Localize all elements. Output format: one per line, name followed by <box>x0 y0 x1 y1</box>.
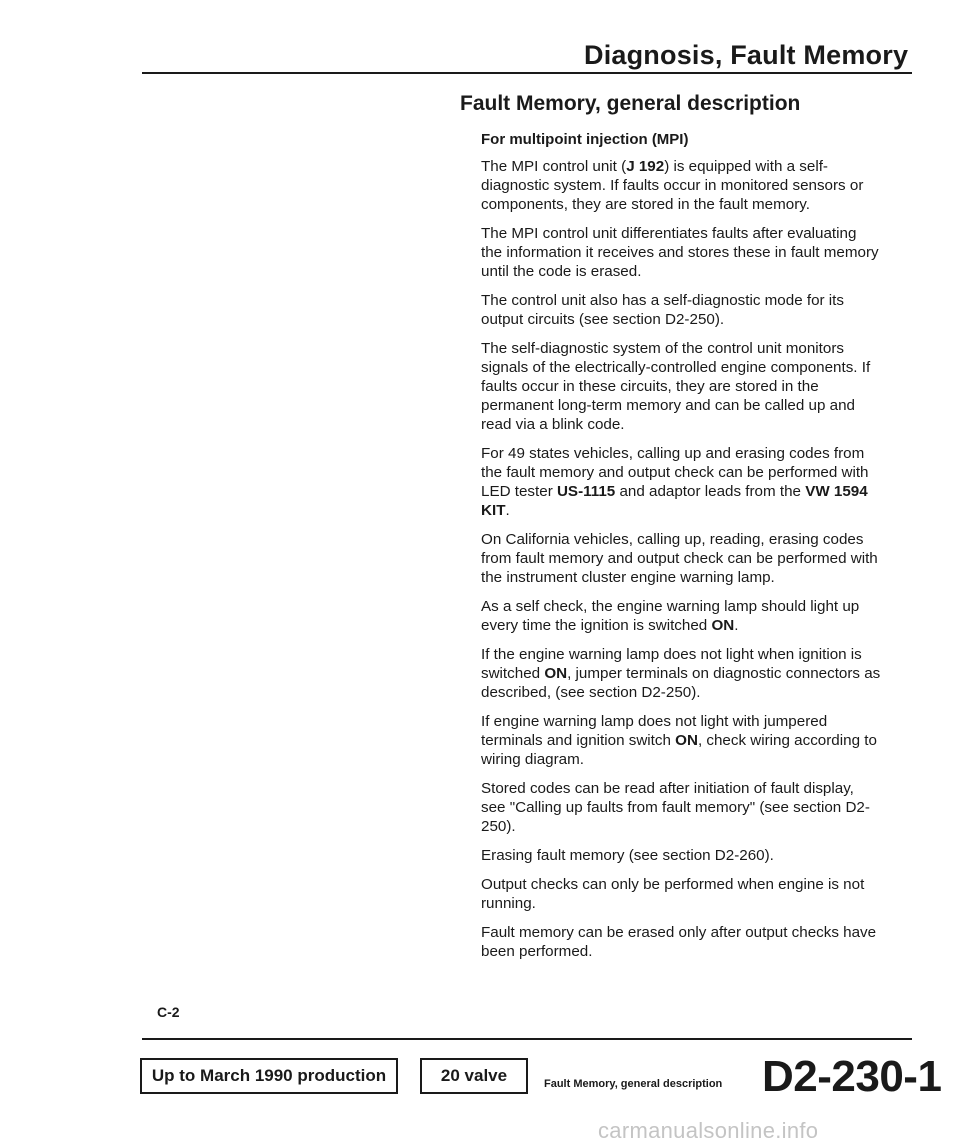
body-paragraph <box>481 224 881 281</box>
paragraph-text: If the engine warning lamp does not light when ignition is switched <box>481 646 862 682</box>
body-paragraph <box>481 444 881 520</box>
page-header-title: Diagnosis, Fault Memory <box>584 40 909 70</box>
paragraph-text: As a self check, the engine warning lamp should light up every time the ignition is switched <box>481 598 860 634</box>
bold-term: ON <box>675 732 698 749</box>
paragraph-text: , jumper terminals on diagnostic connectors as described, (see section D2-250). <box>481 665 881 701</box>
bold-term: US-1115 <box>556 483 616 500</box>
body-paragraph <box>481 645 881 702</box>
body-paragraph <box>481 157 881 214</box>
bold-term: ON <box>544 665 568 682</box>
body-text <box>481 157 881 971</box>
body-paragraph <box>481 875 881 913</box>
body-paragraph <box>481 846 881 865</box>
paragraph-text: and adaptor leads from the <box>615 483 806 500</box>
body-paragraph <box>481 779 881 836</box>
header-divider <box>142 72 912 74</box>
engine-variant-box: 20 valve <box>420 1058 528 1094</box>
paragraph-text: On California vehicles, calling up, reading, erasing codes from fault memory and output check can be performed with the instrument cluster engine warning lamp. <box>481 531 878 586</box>
body-paragraph <box>481 923 881 961</box>
bold-term: J 192 <box>626 158 665 175</box>
paragraph-text: . <box>505 502 510 519</box>
paragraph-text: Output checks can only be performed when engine is not running. <box>481 876 865 912</box>
document-number: D2-230-1 <box>762 1052 942 1101</box>
paragraph-text: The MPI control unit differentiates faults after evaluating the information it receives and stores these in fault memory until the code is erased. <box>481 225 879 280</box>
paragraph-text: Erasing fault memory (see section D2-260). <box>481 847 774 864</box>
bold-term: ON <box>711 617 735 634</box>
paragraph-text: , check wiring according to wiring diagram. <box>481 732 877 768</box>
production-range-box: Up to March 1990 production <box>140 1058 398 1094</box>
page-label: C-2 <box>157 1004 180 1020</box>
footer-description: Fault Memory, general description <box>544 1078 723 1090</box>
paragraph-text: If engine warning lamp does not light with jumpered terminals and ignition switch <box>481 713 828 749</box>
body-paragraph <box>481 291 881 329</box>
section-subheading: For multipoint injection (MPI) <box>481 131 689 148</box>
body-paragraph <box>481 597 881 635</box>
paragraph-text: Fault memory can be erased only after output checks have been performed. <box>481 924 877 960</box>
footer-divider <box>142 1038 912 1040</box>
body-paragraph <box>481 530 881 587</box>
paragraph-text: The MPI control unit ( <box>481 158 627 175</box>
paragraph-text: Stored codes can be read after initiation of fault display, see "Calling up faults from fault memory" (see section D2-250). <box>481 780 870 835</box>
paragraph-text: ) is equipped with a self-diagnostic system. If faults occur in monitored sensors or components, they are stored in the fault memory. <box>481 158 864 213</box>
paragraph-text: . <box>734 617 739 634</box>
body-paragraph <box>481 712 881 769</box>
watermark-text: carmanualsonline.info <box>598 1118 819 1143</box>
body-paragraph <box>481 339 881 434</box>
paragraph-text: For 49 states vehicles, calling up and erasing codes from the fault memory and output check can be performed with LED tester <box>481 445 869 500</box>
bold-term: VW 1594 KIT <box>481 483 868 519</box>
section-title: Fault Memory, general description <box>460 92 801 115</box>
paragraph-text: The control unit also has a self-diagnostic mode for its output circuits (see section D2-250). <box>481 292 844 328</box>
paragraph-text: The self-diagnostic system of the control unit monitors signals of the electrically-controlled engine components. If faults occur in these circuits, they are stored in the permanent long-term memory and can be called up and read via a blink code. <box>481 340 871 433</box>
